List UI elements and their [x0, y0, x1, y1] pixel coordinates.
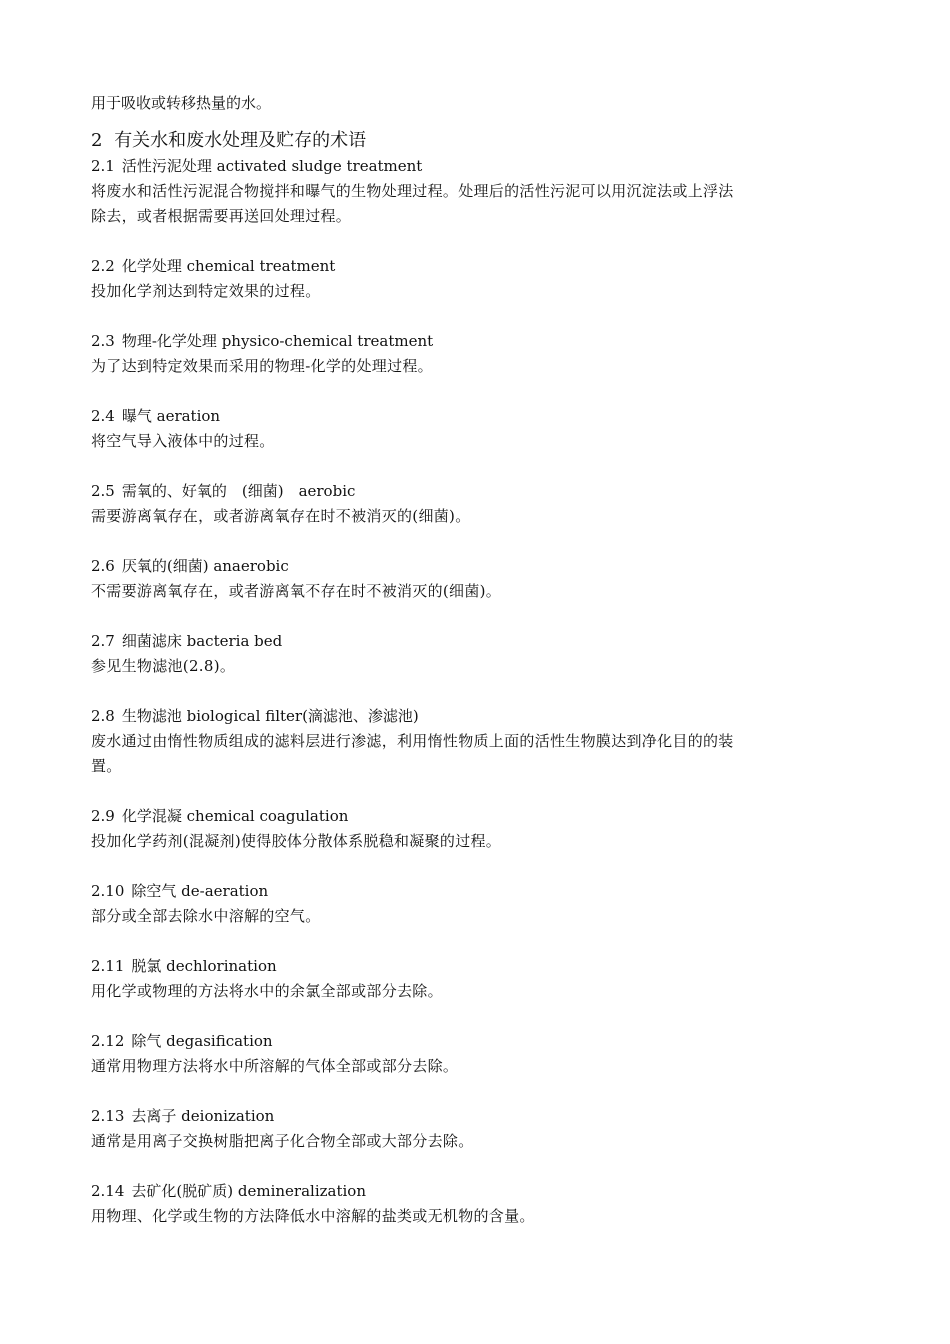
term-entry-2-6: [91, 554, 741, 604]
term-name: 需氧的、好氧的 (细菌) aerobic: [121, 482, 356, 500]
term-name: 厌氧的(细菌) anaerobic: [121, 557, 289, 575]
term-name: 活性污泥处理 activated sludge treatment: [121, 157, 423, 175]
term-entry-2-1: [91, 154, 741, 229]
term-number: 2.9: [91, 807, 115, 825]
term-entry-2-12: [91, 1029, 741, 1079]
term-name: 除空气 de-aeration: [131, 882, 269, 900]
term-entry-2-5: [91, 479, 741, 529]
term-definition: 将废水和活性污泥混合物搅拌和曝气的生物处理过程。处理后的活性污泥可以用沉淀法或上浮法除去，或者根据需要再送回处理过程。: [91, 182, 734, 225]
term-number: 2.1: [91, 157, 115, 175]
term-name: 脱氯 dechlorination: [131, 957, 277, 975]
intro-paragraph: 用于吸收或转移热量的水。: [91, 94, 272, 112]
section-heading: [91, 128, 950, 154]
term-name: 去矿化(脱矿质) demineralization: [131, 1182, 366, 1200]
term-definition: 投加化学药剂(混凝剂)使得胶体分散体系脱稳和凝聚的过程。: [91, 832, 502, 850]
term-definition: 不需要游离氧存在，或者游离氧不存在时不被消灭的(细菌)。: [91, 582, 502, 600]
term-name: 曝气 aeration: [121, 407, 221, 425]
term-number: 2.8: [91, 707, 115, 725]
term-heading: [91, 479, 741, 504]
term-name: 细菌滤床 bacteria bed: [121, 632, 283, 650]
term-heading: [91, 404, 741, 429]
term-definition: 用物理、化学或生物的方法降低水中溶解的盐类或无机物的含量。: [91, 1207, 535, 1225]
term-name: 物理-化学处理 physico-chemical treatment: [121, 332, 434, 350]
term-number: 2.5: [91, 482, 115, 500]
term-list: [91, 154, 950, 1229]
term-heading: [91, 1179, 741, 1204]
term-entry-2-13: [91, 1104, 741, 1154]
term-number: 2.11: [91, 957, 125, 975]
term-number: 2.12: [91, 1032, 125, 1050]
term-definition: 废水通过由惰性物质组成的滤料层进行渗滤，利用惰性物质上面的活性生物膜达到净化目的的装置。: [91, 732, 734, 775]
term-definition: 用化学或物理的方法将水中的余氯全部或部分去除。: [91, 982, 443, 1000]
term-definition: 投加化学剂达到特定效果的过程。: [91, 282, 321, 300]
term-name: 化学混凝 chemical coagulation: [121, 807, 349, 825]
term-heading: [91, 879, 741, 904]
term-heading: [91, 329, 741, 354]
term-number: 2.4: [91, 407, 115, 425]
term-name: 除气 degasification: [131, 1032, 273, 1050]
term-heading: [91, 554, 741, 579]
term-number: 2.10: [91, 882, 125, 900]
term-definition: 参见生物滤池(2.8)。: [91, 657, 236, 675]
term-heading: [91, 954, 741, 979]
term-name: 化学处理 chemical treatment: [121, 257, 336, 275]
term-number: 2.3: [91, 332, 115, 350]
term-entry-2-7: [91, 629, 741, 679]
term-heading: [91, 804, 741, 829]
term-definition: 通常用物理方法将水中所溶解的气体全部或部分去除。: [91, 1057, 459, 1075]
term-number: 2.7: [91, 632, 115, 650]
term-heading: [91, 629, 741, 654]
section-number: 2: [91, 130, 103, 151]
term-definition: 需要游离氧存在，或者游离氧存在时不被消灭的(细菌)。: [91, 507, 471, 525]
term-entry-2-10: [91, 879, 741, 929]
term-heading: [91, 254, 741, 279]
term-entry-2-4: [91, 404, 741, 454]
term-entry-2-11: [91, 954, 741, 1004]
term-number: 2.6: [91, 557, 115, 575]
term-name: 生物滤池 biological filter(滴滤池、渗滤池): [121, 707, 419, 725]
term-definition: 通常是用离子交换树脂把离子化合物全部或大部分去除。: [91, 1132, 474, 1150]
term-number: 2.13: [91, 1107, 125, 1125]
term-definition: 部分或全部去除水中溶解的空气。: [91, 907, 321, 925]
term-number: 2.14: [91, 1182, 125, 1200]
term-heading: [91, 1104, 741, 1129]
term-name: 去离子 deionization: [131, 1107, 275, 1125]
term-number: 2.2: [91, 257, 115, 275]
term-entry-2-9: [91, 804, 741, 854]
term-heading: [91, 704, 741, 729]
term-entry-2-2: [91, 254, 741, 304]
section-title: 有关水和废水处理及贮存的术语: [114, 130, 367, 151]
term-heading: [91, 1029, 741, 1054]
term-entry-2-14: [91, 1179, 741, 1229]
term-heading: [91, 154, 741, 179]
term-entry-2-3: [91, 329, 741, 379]
term-definition: 将空气导入液体中的过程。: [91, 432, 275, 450]
term-entry-2-8: [91, 704, 741, 779]
term-definition: 为了达到特定效果而采用的物理-化学的处理过程。: [91, 357, 433, 375]
